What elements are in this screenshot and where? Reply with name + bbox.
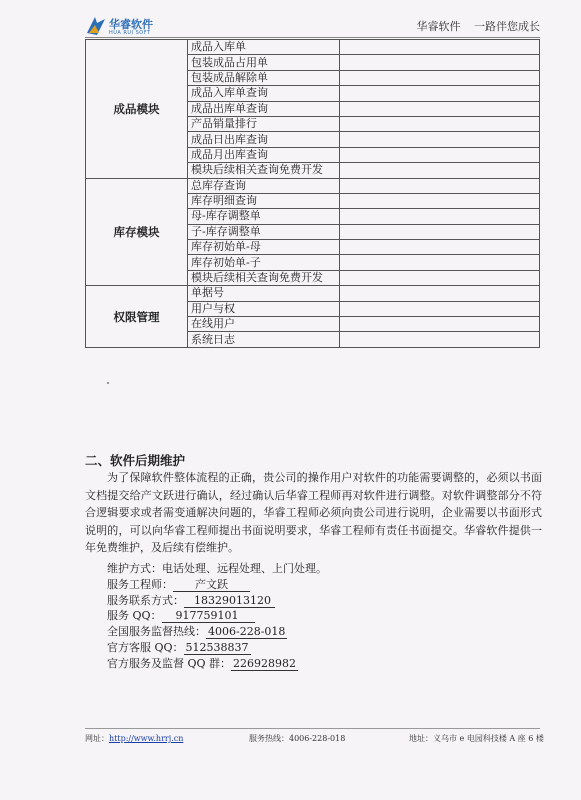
module-blank-cell [340,40,540,55]
service-hotline-label: 全国服务监督热线： [107,625,206,638]
table-row [86,286,540,301]
module-item: 成品月出库查询 [188,147,340,162]
service-qq-value: 917759101 [162,609,255,623]
module-blank-cell [340,116,540,131]
module-blank-cell [340,286,540,301]
service-engineer [107,577,250,593]
page-header [85,10,540,40]
service-method-label: 维护方式： [107,562,162,575]
footer-website [85,733,183,744]
logo-icon [85,15,107,37]
service-group [107,656,298,672]
module-item: 单据号 [188,286,340,301]
service-engineer-value: 产文跃 [173,578,250,592]
service-hotline-value: 4006-228-018 [208,625,286,638]
module-item: 成品入库单 [188,40,340,55]
module-blank-cell [340,193,540,208]
module-name: 成品模块 [86,40,188,179]
footer-hotline: 服务热线：4006-228-018 [249,734,346,743]
table-row [86,178,540,193]
footer-website-label: 网址： [85,734,109,743]
footer-address: 地址：义乌市 e 电园科技楼 A 座 6 楼 [409,734,544,743]
module-name: 权限管理 [86,286,188,348]
module-blank-cell [340,86,540,101]
logo-text: 华睿软件 [109,18,153,31]
module-blank-cell [340,147,540,162]
service-phone-value: 18329013120 [184,594,275,608]
module-item: 库存明细查询 [188,193,340,208]
module-item: 包装成品解除单 [188,70,340,85]
section-title: 二、软件后期维护 [85,453,186,468]
module-item: 成品出库单查询 [188,101,340,116]
module-item: 库存初始单-母 [188,240,340,255]
table-row [86,40,540,55]
company-logo [85,15,205,39]
service-official-qq-label: 官方客服 QQ： [107,641,184,654]
module-item: 用户与权 [188,301,340,316]
module-table [85,39,540,348]
service-phone [107,593,275,609]
module-item: 系统日志 [188,332,340,347]
service-official-qq [107,640,251,656]
module-item: 库存初始单-子 [188,255,340,270]
stray-mark [107,382,109,384]
service-official-qq-value: 512538837 [185,641,249,654]
module-blank-cell [340,301,540,316]
module-blank-cell [340,255,540,270]
service-qq [107,608,255,624]
logo-subtext: HUA RUI SOFT [109,30,151,36]
module-blank-cell [340,178,540,193]
module-name: 库存模块 [86,178,188,286]
module-blank-cell [340,209,540,224]
module-item: 包装成品占用单 [188,55,340,70]
service-group-value: 226928982 [233,657,297,670]
module-blank-cell [340,55,540,70]
module-item: 模块后续相关查询免费开发 [188,270,340,285]
footer-divider [85,728,540,729]
header-slogan: 一路伴您成长 [474,20,540,33]
section-paragraph: 为了保障软件整体流程的正确，贵公司的操作用户对软件的功能需要调整的，必须以书面文档提交给产文跃进行确认，经过确认后华睿工程师再对软件进行调整。对软件调整部分不符合逻辑要求或者需变通解决问题的，华睿工程师必须向贵公司进行说明，企业需要以书面形式说明的，可以向华睿工程师提出书面说明要求，华睿工程师有责任书面提交。华睿软件提供一年免费维护，及后续有偿维护。 [85,471,542,554]
module-blank-cell [340,163,540,178]
module-blank-cell [340,270,540,285]
header-company: 华睿软件 [416,20,461,33]
service-method-value: 电话处理、远程处理、上门处理。 [162,562,327,575]
module-item: 成品日出库查询 [188,132,340,147]
module-blank-cell [340,70,540,85]
header-divider [85,37,540,38]
module-item: 子-库存调整单 [188,224,340,239]
module-item: 母-库存调整单 [188,209,340,224]
module-blank-cell [340,317,540,332]
service-engineer-label: 服务工程师： [107,578,173,591]
service-group-label: 官方服务及监督 QQ 群： [107,657,232,670]
service-qq-label: 服务 QQ： [107,609,162,622]
module-item: 产品销量排行 [188,116,340,131]
header-tagline [407,18,541,34]
service-method [107,561,327,577]
service-hotline [107,624,287,640]
module-blank-cell [340,240,540,255]
module-item: 成品入库单查询 [188,86,340,101]
module-item: 模块后续相关查询免费开发 [188,163,340,178]
module-blank-cell [340,101,540,116]
module-blank-cell [340,224,540,239]
module-blank-cell [340,132,540,147]
module-blank-cell [340,332,540,347]
service-phone-label: 服务联系方式： [107,594,184,607]
module-item: 总库存查询 [188,178,340,193]
module-item: 在线用户 [188,317,340,332]
footer-website-link[interactable]: http://www.hrrj.cn [109,734,184,743]
